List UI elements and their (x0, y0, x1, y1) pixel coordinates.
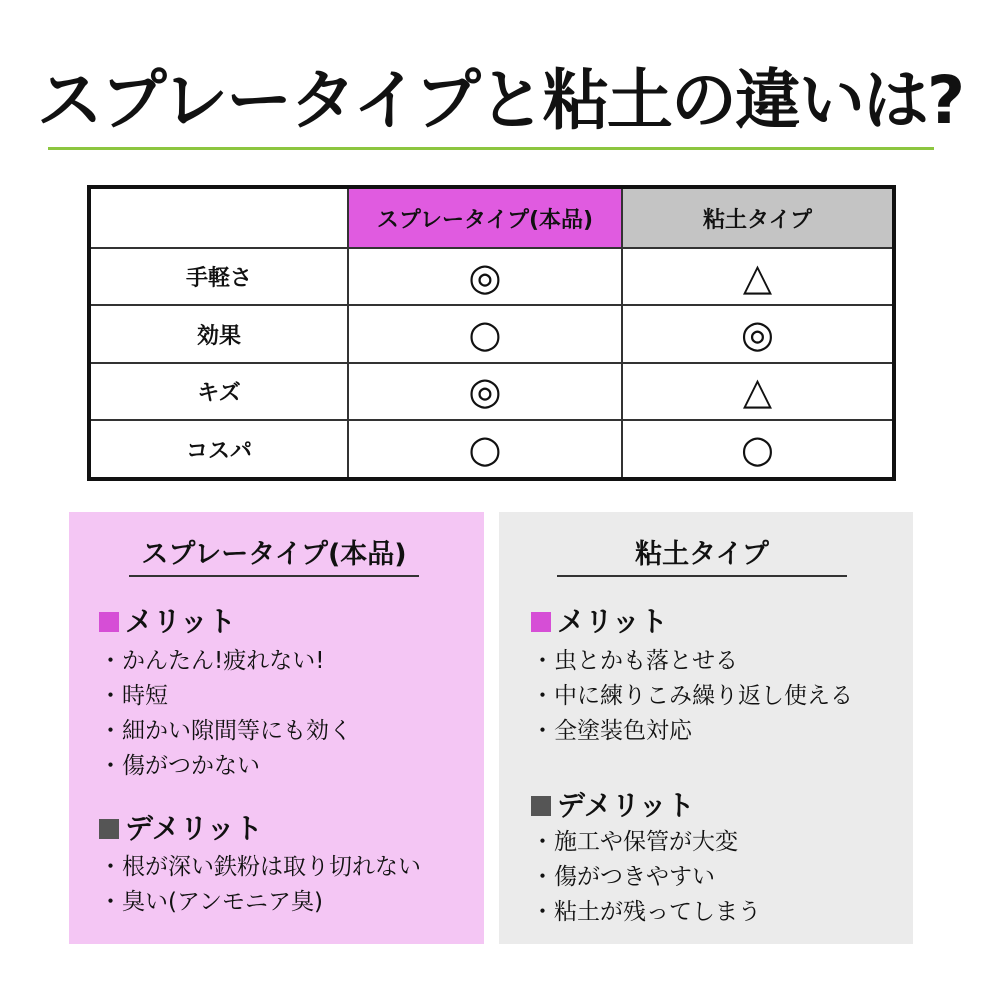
square-bullet-icon (531, 796, 551, 816)
demerit-heading (99, 807, 263, 847)
merit-heading-label: メリット (557, 605, 668, 638)
square-bullet-icon (99, 612, 119, 632)
list-item: ・中に練りこみ繰り返し使える (531, 683, 853, 709)
list-item: ・全塗装色対応 (531, 718, 692, 744)
table-corner-cell (89, 187, 348, 248)
list-item: ・時短 (99, 683, 168, 709)
title-divider (48, 147, 934, 150)
demerit-list (531, 825, 761, 930)
column-header-spray: スプレータイプ(本品) (348, 187, 622, 248)
list-item: ・施工や保管が大変 (531, 829, 738, 855)
merit-heading-label: メリット (125, 605, 236, 638)
row-label: 手軽さ (89, 248, 348, 305)
table-row (89, 248, 894, 305)
merit-list (99, 644, 352, 784)
panel-title: 粘土タイプ (557, 532, 847, 577)
demerit-list (99, 850, 421, 920)
table-row (89, 305, 894, 362)
comparison-table (87, 185, 896, 481)
demerit-heading-label: デメリット (125, 812, 263, 845)
rating-mark: ○ (348, 420, 622, 479)
rating-mark: △ (622, 363, 894, 420)
rating-mark: ○ (348, 305, 622, 362)
list-item: ・かんたん!疲れない! (99, 648, 325, 674)
spray-type-panel (69, 512, 484, 944)
demerit-heading (531, 784, 695, 824)
panel-title: スプレータイプ(本品) (129, 532, 419, 577)
row-label: 効果 (89, 305, 348, 362)
row-label: キズ (89, 363, 348, 420)
row-label: コスパ (89, 420, 348, 479)
merit-heading (99, 600, 236, 640)
clay-type-panel (499, 512, 913, 944)
list-item: ・虫とかも落とせる (531, 648, 738, 674)
rating-mark: ◎ (348, 363, 622, 420)
list-item: ・細かい隙間等にも効く (99, 718, 352, 744)
column-header-clay: 粘土タイプ (622, 187, 894, 248)
square-bullet-icon (99, 819, 119, 839)
rating-mark: △ (622, 248, 894, 305)
rating-mark: ◎ (348, 248, 622, 305)
list-item: ・根が深い鉄粉は取り切れない (99, 854, 421, 880)
list-item: ・傷がつかない (99, 753, 260, 779)
rating-mark: ◎ (622, 305, 894, 362)
square-bullet-icon (531, 612, 551, 632)
page-title: スプレータイプと粘土の違いは? (36, 62, 964, 139)
merit-heading (531, 600, 668, 640)
rating-mark: ○ (622, 420, 894, 479)
table-header-row (89, 187, 894, 248)
merit-list (531, 644, 853, 749)
table-row (89, 363, 894, 420)
list-item: ・傷がつきやすい (531, 864, 715, 890)
demerit-heading-label: デメリット (557, 789, 695, 822)
list-item: ・粘土が残ってしまう (531, 899, 761, 925)
list-item: ・臭い(アンモニア臭) (99, 889, 324, 915)
table-row (89, 420, 894, 479)
